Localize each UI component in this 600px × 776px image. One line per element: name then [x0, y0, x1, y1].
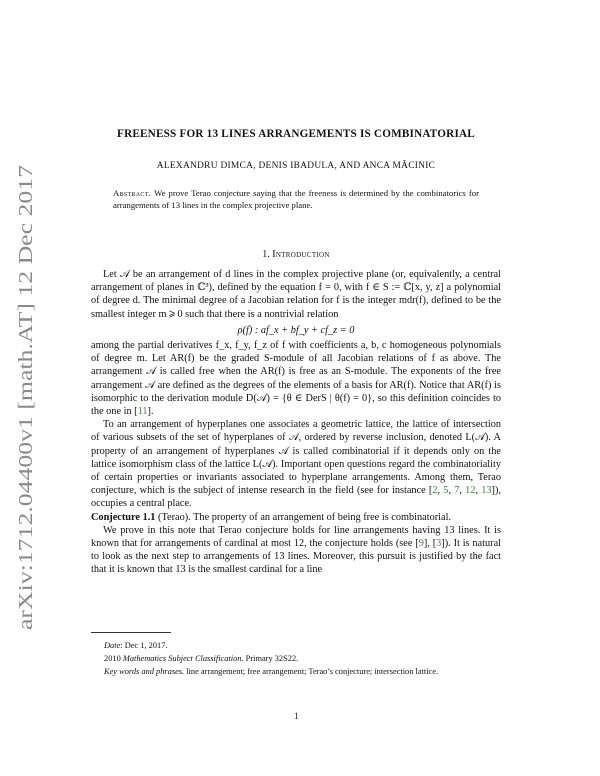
abstract	[113, 187, 479, 211]
citation-link[interactable]: 2	[432, 485, 438, 497]
arxiv-stamp-text: arXiv:1712.04400v1 [math.AT] 12 Dec 2017	[15, 259, 37, 630]
jacobian-equation: ρ(f) : af_x + bf_y + cf_z = 0	[237, 324, 355, 336]
page-number: 1	[294, 711, 299, 721]
paragraph-2: To an arrangement of hyperplanes one associates a geometric lattice, the lattice of intersection of various subsets of the set of hyperplanes of 𝒜, ordered by reverse inclusion, denoted L(𝒜). A property of an arrangement of hyperplanes 𝒜 is called combinatorial if it depends only on the lattice isomorphism class of the lattice L(𝒜). Important open questions regard the combinatoriality of certain properties or invariants associated to hyperplane arrangements. Among them, Terao conjecture, which is the subject of intense research in the field (see for instance [2, 5, 7, 12, 13]), occupies a central place.	[91, 419, 501, 510]
arxiv-stamp	[6, 150, 42, 630]
footnote-date: Date: Dec 1, 2017.	[104, 641, 168, 650]
footnote-rule	[91, 632, 171, 633]
section-number: 1.	[262, 249, 270, 260]
conjecture-text: The property of an arrangement of being free is combinatorial.	[193, 511, 452, 523]
paper-title: FREENESS FOR 13 LINES ARRANGEMENTS IS COMBINATORIAL	[117, 128, 475, 140]
section-heading	[91, 249, 501, 260]
body-text	[91, 268, 501, 577]
citation-link[interactable]: 11	[137, 406, 148, 418]
citation-link[interactable]: 9	[418, 538, 424, 550]
paragraph-1b: among the partial derivatives f_x, f_y, f_z of f with coefficients a, b, c homogeneous polynomials of degree m. Let AR(f) be the graded S-module of all Jacobian relations of f as above. The arrangement 𝒜 is called free when the AR(f) is free as an S-module. The exponents of the free arrangement 𝒜 are defined as the degrees of the elements of a basis for AR(f). Notice that AR(f) is isomorphic to the derivation module D(𝒜) = {θ ∈ DerS | θ(f) = 0}, so this definition coincides to the one in [11].	[91, 340, 501, 418]
footnote-keywords: Key words and phrases. line arrangement; free arrangement; Terao’s conjecture; intersection lattice.	[104, 667, 439, 676]
conjecture-block: Conjecture 1.1 (Terao). The property of an arrangement of being free is combinatorial.	[91, 511, 452, 523]
citation-link[interactable]: 7	[454, 485, 460, 497]
citation-link[interactable]: 5	[443, 485, 449, 497]
author-list: ALEXANDRU DIMCA, DENIS IBADULA, AND ANCA MĂCINIC	[156, 161, 436, 171]
abstract-text: We prove Terao conjecture saying that the freeness is determined by the combinatorics for arrangements of 13 lines in the complex projective plane.	[113, 188, 480, 210]
paragraph-3: We prove in this note that Terao conjecture holds for line arrangements having 13 lines. It is known that for arrangements of cardinal at most 12, the conjecture holds (see [9], [3]). It is natural to look as the next step to arrangements of 13 lines. Moreover, this pursuit is justified by the fact that it is known that 13 is the smallest cardinal for a line	[91, 524, 501, 576]
footnote-msc: 2010 Mathematics Subject Classification. Primary 32S22.	[104, 654, 299, 663]
citation-link[interactable]: 12	[465, 485, 476, 497]
section-title: Introduction	[272, 249, 330, 260]
abstract-label: Abstract.	[113, 188, 152, 198]
paragraph-1a: Let 𝒜 be an arrangement of d lines in the complex projective plane (or, equivalently, a central arrangement of planes in ℂ³), defined by the equation f = 0, with f ∈ S := ℂ[x, y, z] a polynomial of degree d. The minimal degree of a Jacobian relation for f is the integer mdr(f), defined to be the smallest integer m ⩾ 0 such that there is a nontrivial relation	[91, 269, 501, 320]
conjecture-label: Conjecture 1.1	[91, 511, 156, 523]
citation-link[interactable]: 13	[481, 485, 492, 497]
citation-link[interactable]: 3	[436, 538, 442, 550]
